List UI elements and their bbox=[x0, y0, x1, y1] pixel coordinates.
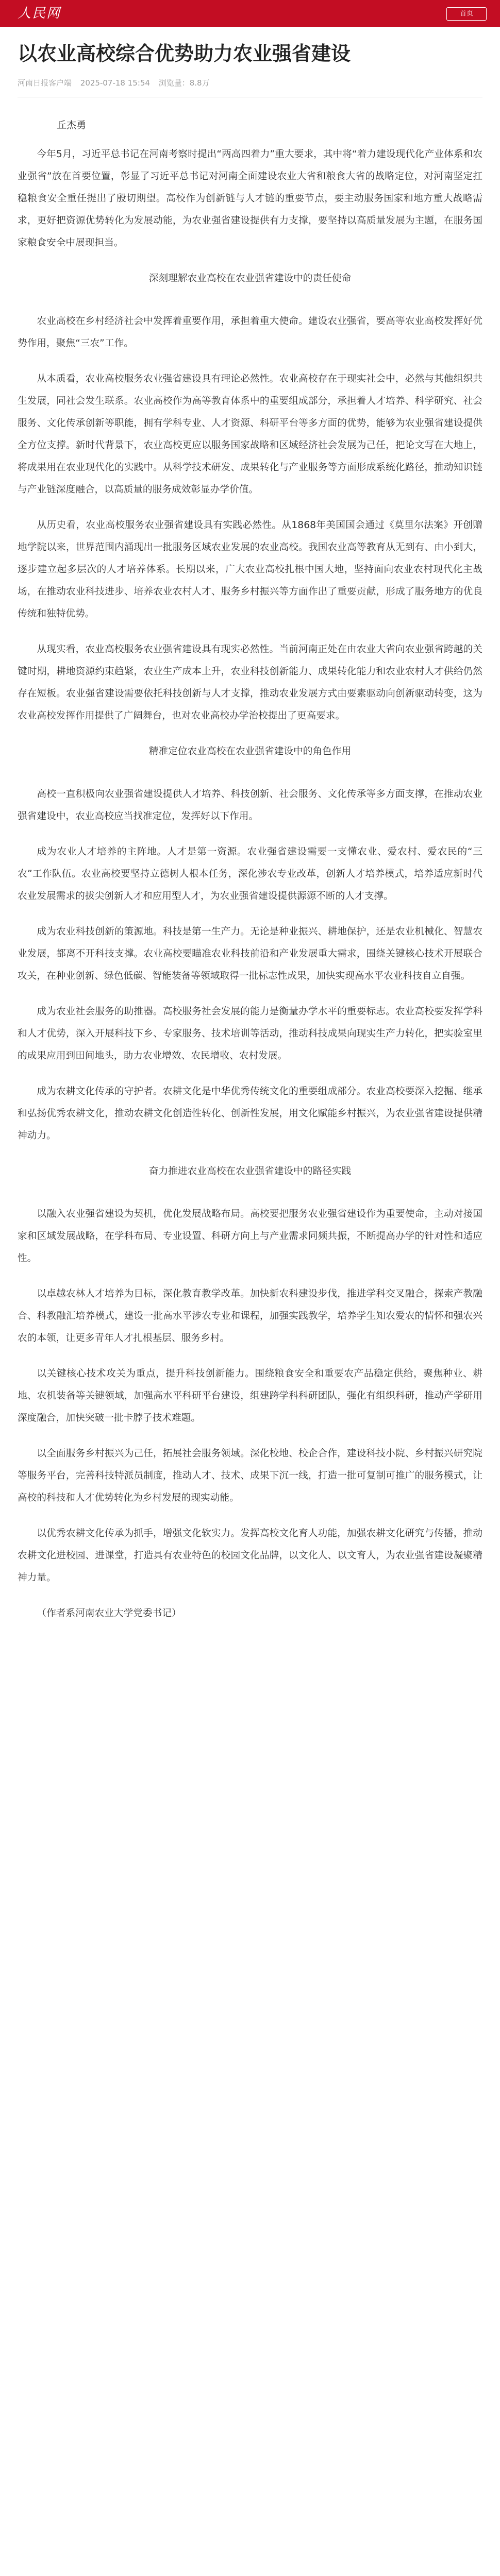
paragraph: 从现实看，农业高校服务农业强省建设具有现实必然性。当前河南正处在由农业大省向农业强省跨越的关键时期，耕地资源约束趋紧，农业生产成本上升，农业科技创新能力、成果转化能力和农业农村人才供给仍然存在短板。农业强省建设需要依托科技创新与人才支撑，推动农业发展方式由要素驱动向创新驱动转变，这为农业高校发挥作用提供了广阔舞台，也对农业高校办学治校提出了更高要求。 bbox=[18, 644, 482, 721]
section-heading: 奋力推进农业高校在农业强省建设中的路径实践 bbox=[148, 1166, 352, 1177]
paragraph: 从历史看，农业高校服务农业强省建设具有实践必然性。从1868年美国国会通过《莫里尔法案》开创赠地学院以来，世界范围内涌现出一批服务区域农业发展的农业高校。我国农业高等教育从无到有、由小到大，逐步建立起多层次的人才培养体系。长期以来，广大农业高校扎根中国大地，坚持面向农业农村现代化主战场，在推动农业科技进步、培养农业农村人才、服务乡村振兴等方面作出了重要贡献，形成了服务地方的优良传统和独特优势。 bbox=[18, 520, 482, 619]
paragraph: 以融入农业强省建设为契机，优化发展战略布局。高校要把服务农业强省建设作为重要使命，主动对接国家和区域发展战略，在学科布局、专业设置、科研方向上与产业需求同频共振，不断提高办学的针对性和适应性。 bbox=[18, 1209, 482, 1264]
paragraph: 高校一直积极向农业强省建设提供人才培养、科技创新、社会服务、文化传承等多方面支撑，在推动农业强省建设中，农业高校应当找准定位，发挥好以下作用。 bbox=[18, 789, 482, 822]
article-body bbox=[18, 143, 482, 1638]
author-note: （作者系河南农业大学党委书记） bbox=[37, 1608, 181, 1619]
article-datetime: 2025-07-18 15:54 bbox=[80, 78, 150, 88]
paragraph: 以全面服务乡村振兴为己任，拓展社会服务领域。深化校地、校企合作，建设科技小院、乡村振兴研究院等服务平台，完善科技特派员制度，推动人才、技术、成果下沉一线，打造一批可复制可推广的服务模式，让高校的科技和人才优势转化为乡村发展的现实动能。 bbox=[18, 1448, 482, 1503]
site-logo[interactable]: 人民网 bbox=[18, 6, 61, 21]
paragraph: 农业高校在乡村经济社会中发挥着重要作用，承担着重大使命。建设农业强省，要高等农业高校发挥好优势作用，聚焦“三农”工作。 bbox=[18, 316, 482, 349]
paragraph: 以优秀农耕文化传承为抓手，增强文化软实力。发挥高校文化育人功能，加强农耕文化研究与传播，推动农耕文化进校园、进课堂，打造具有农业特色的校园文化品牌，以文化人、以文育人，为农业强省建设凝聚精神力量。 bbox=[18, 1528, 482, 1583]
top-bar bbox=[0, 0, 500, 27]
paragraph: 成为农业人才培养的主阵地。人才是第一资源。农业强省建设需要一支懂农业、爱农村、爱农民的“三农”工作队伍。农业高校要坚持立德树人根本任务，深化涉农专业改革，创新人才培养模式，培养适应新时代农业发展需求的拔尖创新人才和应用型人才，为农业强省建设提供源源不断的人才支撑。 bbox=[18, 846, 482, 902]
article-title: 以农业高校综合优势助力农业强省建设 bbox=[18, 42, 351, 65]
paragraph: 以关键核心技术攻关为重点，提升科技创新能力。围绕粮食安全和重要农产品稳定供给，聚焦种业、耕地、农机装备等关键领域，加强高水平科研平台建设，组建跨学科科研团队，强化有组织科研，推动产学研用深度融合，加快突破一批卡脖子技术难题。 bbox=[18, 1368, 482, 1423]
section-heading: 深刻理解农业高校在农业强省建设中的责任使命 bbox=[148, 273, 352, 284]
paragraph: 以卓越农林人才培养为目标，深化教育教学改革。加快新农科建设步伐，推进学科交叉融合，探索产教融合、科教融汇培养模式，建设一批高水平涉农专业和课程，加强实践教学，培养学生知农爱农的情怀和强农兴农的本领，让更多青年人才扎根基层、服务乡村。 bbox=[18, 1289, 482, 1344]
paragraph: 今年5月，习近平总书记在河南考察时提出“两高四着力”重大要求，其中将“着力建设现代化产业体系和农业强省”放在首要位置，彰显了习近平总书记对河南全面建设农业大省和粮食大省的战略定位，对河南坚定扛稳粮食安全重任提出了殷切期望。高校作为创新链与人才链的重要节点，要主动服务国家和地方重大战略需求，更好把资源优势转化为发展动能，为农业强省建设提供有力支撑，要坚持以高质量发展为主题，在服务国家粮食安全中展现担当。 bbox=[18, 149, 482, 248]
paragraph: 成为农业社会服务的助推器。高校服务社会发展的能力是衡量办学水平的重要标志。农业高校要发挥学科和人才优势，深入开展科技下乡、专家服务、技术培训等活动，推动科技成果向现实生产力转化，把实验室里的成果应用到田间地头，助力农业增效、农民增收、农村发展。 bbox=[18, 1006, 482, 1061]
article-meta bbox=[18, 77, 481, 89]
article-author: 丘杰勇 bbox=[57, 120, 87, 131]
paragraph: 成为农业科技创新的策源地。科技是第一生产力。无论是种业振兴、耕地保护，还是农业机械化、智慧农业发展，都离不开科技支撑。农业高校要瞄准农业科技前沿和产业发展重大需求，围绕关键核心技术开展联合攻关，在种业创新、绿色低碳、智能装备等领域取得一批标志性成果，加快实现高水平农业科技自立自强。 bbox=[18, 926, 482, 981]
article-views: 浏览量：8.8万 bbox=[158, 78, 210, 88]
article-source: 河南日报客户端 bbox=[18, 78, 72, 88]
paragraph: 从本质看，农业高校服务农业强省建设具有理论必然性。农业高校存在于现实社会中，必然与其他组织共生发展，同社会发生联系。农业高校作为高等教育体系中的重要组成部分，承担着人才培养、科学研究、社会服务、文化传承创新等职能，拥有学科专业、人才资源、科研平台等多方面的优势，能够为农业强省建设提供全方位支撑。新时代背景下，农业高校更应以服务国家战略和区域经济社会发展为己任，把论文写在大地上，将成果用在农业现代化的实践中。从科学技术研发、成果转化与产业服务等方面形成系统化路径，推动知识链与产业链深度融合，以高质量的服务成效彰显办学价值。 bbox=[18, 374, 482, 495]
paragraph: 成为农耕文化传承的守护者。农耕文化是中华优秀传统文化的重要组成部分。农业高校要深入挖掘、继承和弘扬优秀农耕文化，推动农耕文化创造性转化、创新性发展，用文化赋能乡村振兴，为农业强省建设提供精神动力。 bbox=[18, 1086, 482, 1141]
home-button[interactable]: 首页 bbox=[446, 7, 487, 21]
section-heading: 精准定位农业高校在农业强省建设中的角色作用 bbox=[148, 746, 352, 757]
